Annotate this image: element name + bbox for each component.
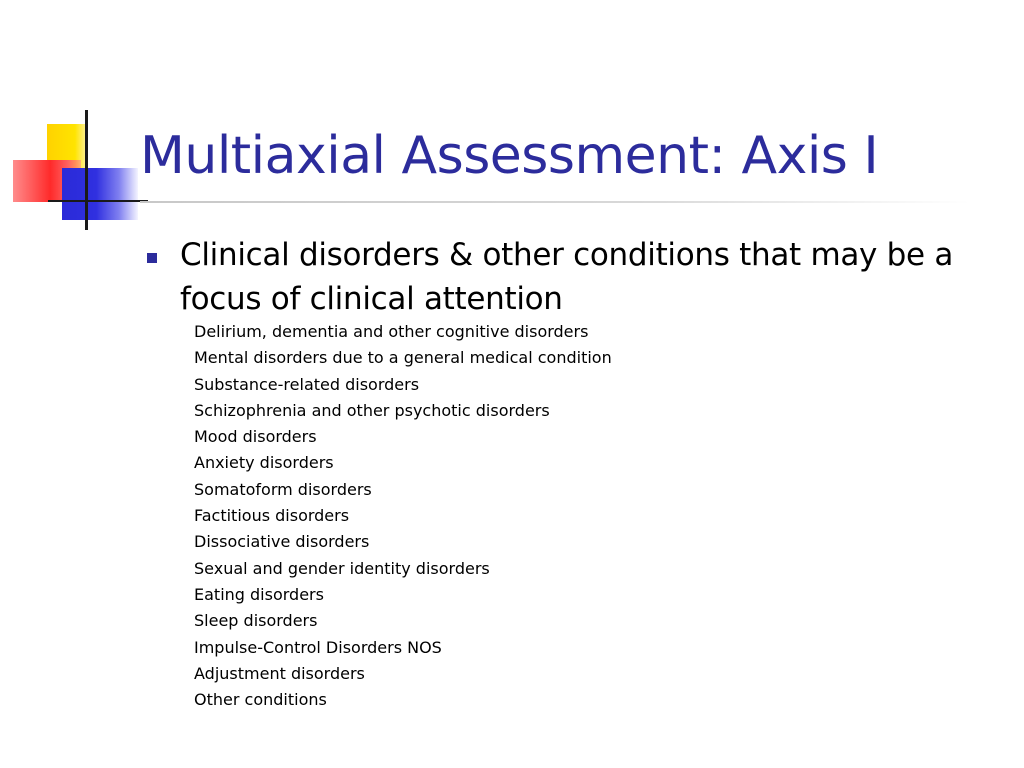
list-item: Eating disorders (194, 584, 324, 604)
list-item: Other conditions (194, 690, 327, 710)
decorative-squares-logo (0, 0, 150, 240)
list-item: Factitious disorders (194, 506, 350, 526)
list-item: Sexual and gender identity disorders (194, 558, 490, 578)
list-item: Impulse-Control Disorders NOS (194, 637, 442, 657)
list-item: Schizophrenia and other psychotic disorders (194, 400, 550, 420)
main-bullet-text: Clinical disorders & other conditions that may be a focus of clinical attention (180, 237, 954, 317)
horizontal-line (48, 200, 148, 202)
list-item: Anxiety disorders (194, 453, 334, 473)
list-item: Substance-related disorders (194, 374, 420, 394)
slide-title: Multiaxial Assessment: Axis I (140, 126, 879, 186)
sub-item-list (194, 319, 612, 713)
list-item: Delirium, dementia and other cognitive disorders (194, 322, 589, 341)
list-item: Mood disorders (194, 427, 317, 447)
vertical-line (85, 110, 88, 230)
list-item: Adjustment disorders (194, 663, 365, 683)
list-item: Mental disorders due to a general medical condition (194, 348, 612, 368)
list-item: Somatoform disorders (194, 479, 372, 499)
title-underline (140, 201, 970, 203)
list-item: Sleep disorders (194, 611, 318, 631)
blue-square (62, 168, 138, 220)
square-bullet-icon (147, 253, 157, 263)
list-item: Dissociative disorders (194, 532, 370, 552)
